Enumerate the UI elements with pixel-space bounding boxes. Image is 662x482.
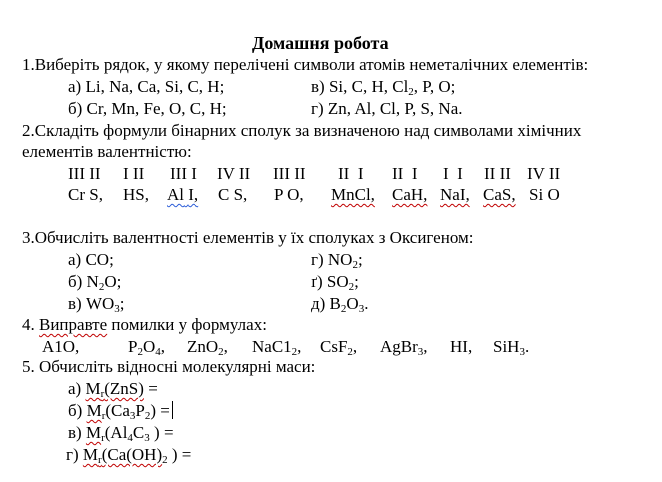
valence-label: III I: [170, 164, 197, 183]
task3-option-g: г) $NO_2$;: [311, 250, 363, 271]
task3-header: 3.Обчисліть валентності елементів у їх сполуках з Оксигеном:: [22, 228, 474, 247]
task3-option-a: а) CO;: [68, 250, 114, 269]
task1-option-v: в) Si, C, H, $Cl_2$, P, O;: [311, 77, 456, 98]
binary-pair: P O,: [274, 185, 304, 204]
task1-option-a: а) Li, Na, Ca, Si, C, H;: [68, 77, 225, 96]
wrong-formula: CsF$_2$,: [320, 337, 358, 358]
task2-header-line2: елементів валентністю:: [22, 142, 192, 161]
task3-option-b: б) $N_2O$;: [68, 272, 122, 293]
valence-label: IV II: [527, 164, 561, 183]
valence-label: I II: [123, 164, 145, 183]
task4-header: 4. Виправте помилки у формулах:: [22, 315, 267, 334]
binary-pair: HS,: [123, 185, 149, 204]
task1-option-g: г) Zn, Al, Cl, P, S, Na.: [311, 99, 463, 118]
binary-pair: CaH,: [392, 185, 428, 204]
valence-label: I I: [443, 164, 463, 183]
valence-label: III II: [68, 164, 101, 183]
wrong-formula: HI,: [450, 337, 473, 356]
valence-label: II II: [484, 164, 511, 183]
wrong-formula: $P_2O_4$,: [128, 337, 165, 358]
molar-mass-item: в) $M_r(Al_4C_3$ ) =: [68, 423, 174, 444]
task2-header-line1: 2.Складіть формули бінарних сполук за визначеною над символами хімічних: [22, 121, 582, 140]
binary-pair: CaS,: [483, 185, 516, 204]
task3-option-gg: ґ) $SO_2$;: [311, 272, 359, 293]
molar-mass-item: а) $M_r(ZnS)$ =: [68, 379, 158, 400]
binary-pair: C S,: [218, 185, 248, 204]
molar-mass-item[interactable]: б) $M_r(Ca_3P_2)$ =: [68, 401, 173, 421]
binary-pair: Si O: [529, 185, 560, 204]
task1-header: 1.Виберіть рядок, у якому перелічені символи атомів неметалічних елементів:: [22, 55, 589, 74]
valence-label: III II: [273, 164, 306, 183]
wrong-formula: ZnO$_2$,: [187, 337, 228, 358]
task3-option-d: д) $B_2O_3$.: [311, 294, 369, 315]
text-cursor: [172, 401, 173, 419]
binary-pair: Al I,: [167, 185, 199, 204]
wrong-formula: A1O,: [42, 337, 80, 356]
wrong-formula: $NaC1_2$,: [252, 337, 302, 358]
binary-pair: Cr S,: [68, 185, 103, 204]
wrong-formula: SiH$_3$.: [493, 337, 530, 358]
page-title: Домашня робота: [252, 33, 389, 53]
binary-pair: MnCl,: [331, 185, 375, 204]
wrong-formula: AgBr$_3$,: [380, 337, 428, 358]
task3-option-v: в) $WO_3$;: [68, 294, 125, 315]
valence-label: II I: [392, 164, 418, 183]
task5-header: 5. Обчисліть відносні молекулярні маси:: [22, 357, 316, 376]
task1-option-b: б) Cr, Mn, Fe, O, C, H;: [68, 99, 227, 118]
binary-pair: NaI,: [440, 185, 470, 204]
valence-label: IV II: [217, 164, 251, 183]
molar-mass-item: г) $M_r(Ca(OH)_2$ ) =: [66, 445, 192, 466]
valence-label: II I: [338, 164, 364, 183]
